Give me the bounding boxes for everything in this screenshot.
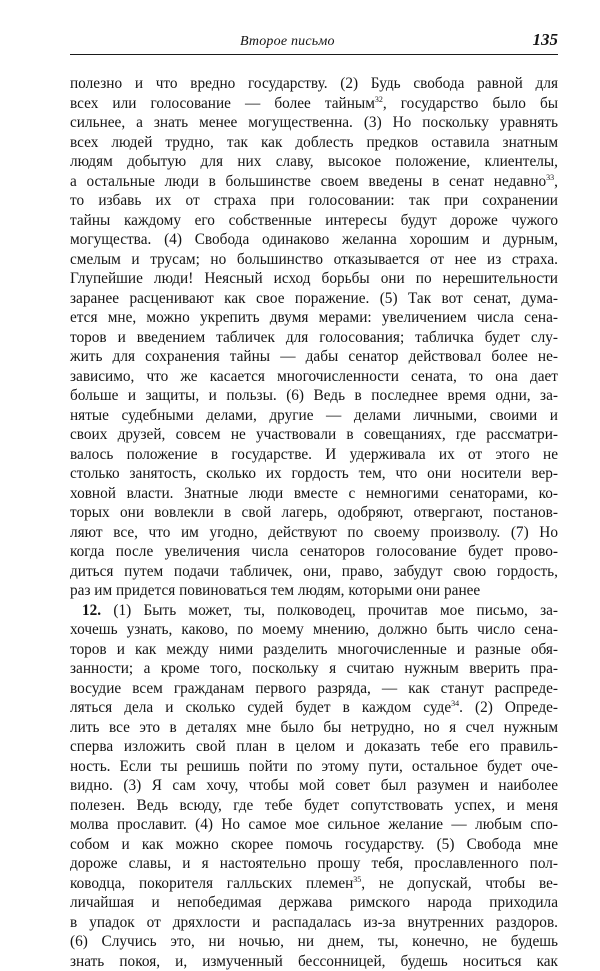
text-line: знать покоя, и, измученный бессонницей, будешь носиться как: [70, 952, 558, 971]
text-line: лить все это в деталях мне было бы нетрудно, но я счел нужным: [70, 718, 558, 738]
text-line: а остальные люди в большинстве своем введены в сенат недавно$^{33}$,: [70, 172, 558, 192]
footnote-ref: 33: [546, 173, 554, 182]
text-line: сильнее, а знать менее могущественна. (3) Но поскольку уравнять: [70, 113, 558, 133]
chapter-title: Второе письмо: [240, 34, 335, 50]
footnote-ref: 32: [375, 95, 383, 104]
text-line: торов и введением табличек для голосования; табличка будет слу-: [70, 328, 558, 348]
text-line: ководца, покорителя галльских племен$^{35}$, не допускай, чтобы ве-: [70, 874, 558, 894]
text-line: когда после увеличения числа сенаторов голосование будет прово-: [70, 542, 558, 562]
text-line: в упадок от дряхлости и распадалась из-за внутренних раздоров.: [70, 913, 558, 933]
text-line: своих друзей, совсем не участвовали в совещаниях, где рассматри-: [70, 425, 558, 445]
text-line: видно. (3) Я сам хочу, чтобы мой совет был разумен и наиболее: [70, 776, 558, 796]
text-line: занности; а кроме того, поскольку я считаю нужным вверить пра-: [70, 659, 558, 679]
text-line: молва прославит. (4) Но самое мое сильное желание — любым спо-: [70, 815, 558, 835]
text-line: смелым и трусам; но большинство отказывается от нее из страха.: [70, 250, 558, 270]
text-line: всех или голосование — более тайным$^{32}$, государство было бы: [70, 94, 558, 114]
text-line: столько занятость, сколько их гордость тем, что они носители вер-: [70, 464, 558, 484]
text-line: 12. (1) Быть может, ты, полководец, прочитав мое письмо, за-: [70, 601, 558, 621]
text-line: дороже славы, и я настоятельно прошу тебя, прославленного пол-: [70, 854, 558, 874]
text-line: ховной власти. Знатные люди вместе с немногими сенаторами, ко-: [70, 484, 558, 504]
footnote-ref: 34: [451, 699, 459, 708]
text-line: торых они вовлекли в свой лагерь, одобряют, отвергают, постанов-: [70, 503, 558, 523]
text-line: ляться дела и сколько судей будет в каждом суде$^{34}$. (2) Опреде-: [70, 698, 558, 718]
text-body: [70, 74, 558, 971]
text-line: диться путем подачи табличек, они, право, забудут свою гордость,: [70, 562, 558, 582]
text-line: сперва изложить свой план в целом и доказать тебе его правиль-: [70, 737, 558, 757]
footnote-ref: 35: [353, 875, 361, 884]
text-line: собом и как можно скорее помочь государству. (5) Свобода мне: [70, 835, 558, 855]
text-line: могущества. (4) Свобода одинаково желанна хорошим и дурным,: [70, 230, 558, 250]
text-line: валось положение в государстве. И удерживала их от этого не: [70, 445, 558, 465]
text-line: ется мне, можно укрепить двумя мерами: увеличением числа сена-: [70, 308, 558, 328]
text-line: нятые судебными делами, другие — делами личными, своими и: [70, 406, 558, 426]
text-line: больше и защиты, и пользы. (6) Ведь в последнее время одни, за-: [70, 386, 558, 406]
text-line: личайшая и непобедимая держава римского народа приходила: [70, 893, 558, 913]
text-line: Глупейшие люди! Неясный исход борьбы они по нерешительности: [70, 269, 558, 289]
text-line: всех людей трудно, так как доблесть предков оставила знатным: [70, 133, 558, 153]
text-line: ность. Если ты решишь пойти по этому пути, остальное будет оче-: [70, 757, 558, 777]
text-line: зависимо, что же касается многочисленности сената, то она дает: [70, 367, 558, 387]
running-header: [70, 30, 558, 55]
text-line: заранее расценивают как свое поражение. (5) Так вот сенат, дума-: [70, 289, 558, 309]
text-line: ляют все, что им угодно, действуют по своему произволу. (7) Но: [70, 523, 558, 543]
text-line: (6) Случись это, ни ночью, ни днем, ты, конечно, не будешь: [70, 932, 558, 952]
page-number: 135: [533, 30, 559, 50]
text-line: людям добытую для них славу, высокое положение, клиентелы,: [70, 152, 558, 172]
text-line: торов и как между ними разделить многочисленные и разные обя-: [70, 640, 558, 660]
text-line: восудие всем гражданам первого разряда, — как станут распреде-: [70, 679, 558, 699]
text-line: тайны каждому его собственные интересы будут дороже чужого: [70, 211, 558, 231]
text-line: хочешь узнать, каково, по моему мнению, должно быть число сена-: [70, 620, 558, 640]
text-line: то избавь их от страха при голосовании: так при сохранении: [70, 191, 558, 211]
text-line: полезно и что вредно государству. (2) Будь свобода равной для: [70, 74, 558, 94]
section-number: 12.: [82, 602, 101, 619]
text-line: полезен. Ведь всюду, где тебе будет сопутствовать успех, и меня: [70, 796, 558, 816]
text-line: жить для сохранения тайны — дабы сенатор действовал более не-: [70, 347, 558, 367]
text-line: раз им придется повиноваться тем людям, которыми они ранее: [70, 581, 558, 601]
